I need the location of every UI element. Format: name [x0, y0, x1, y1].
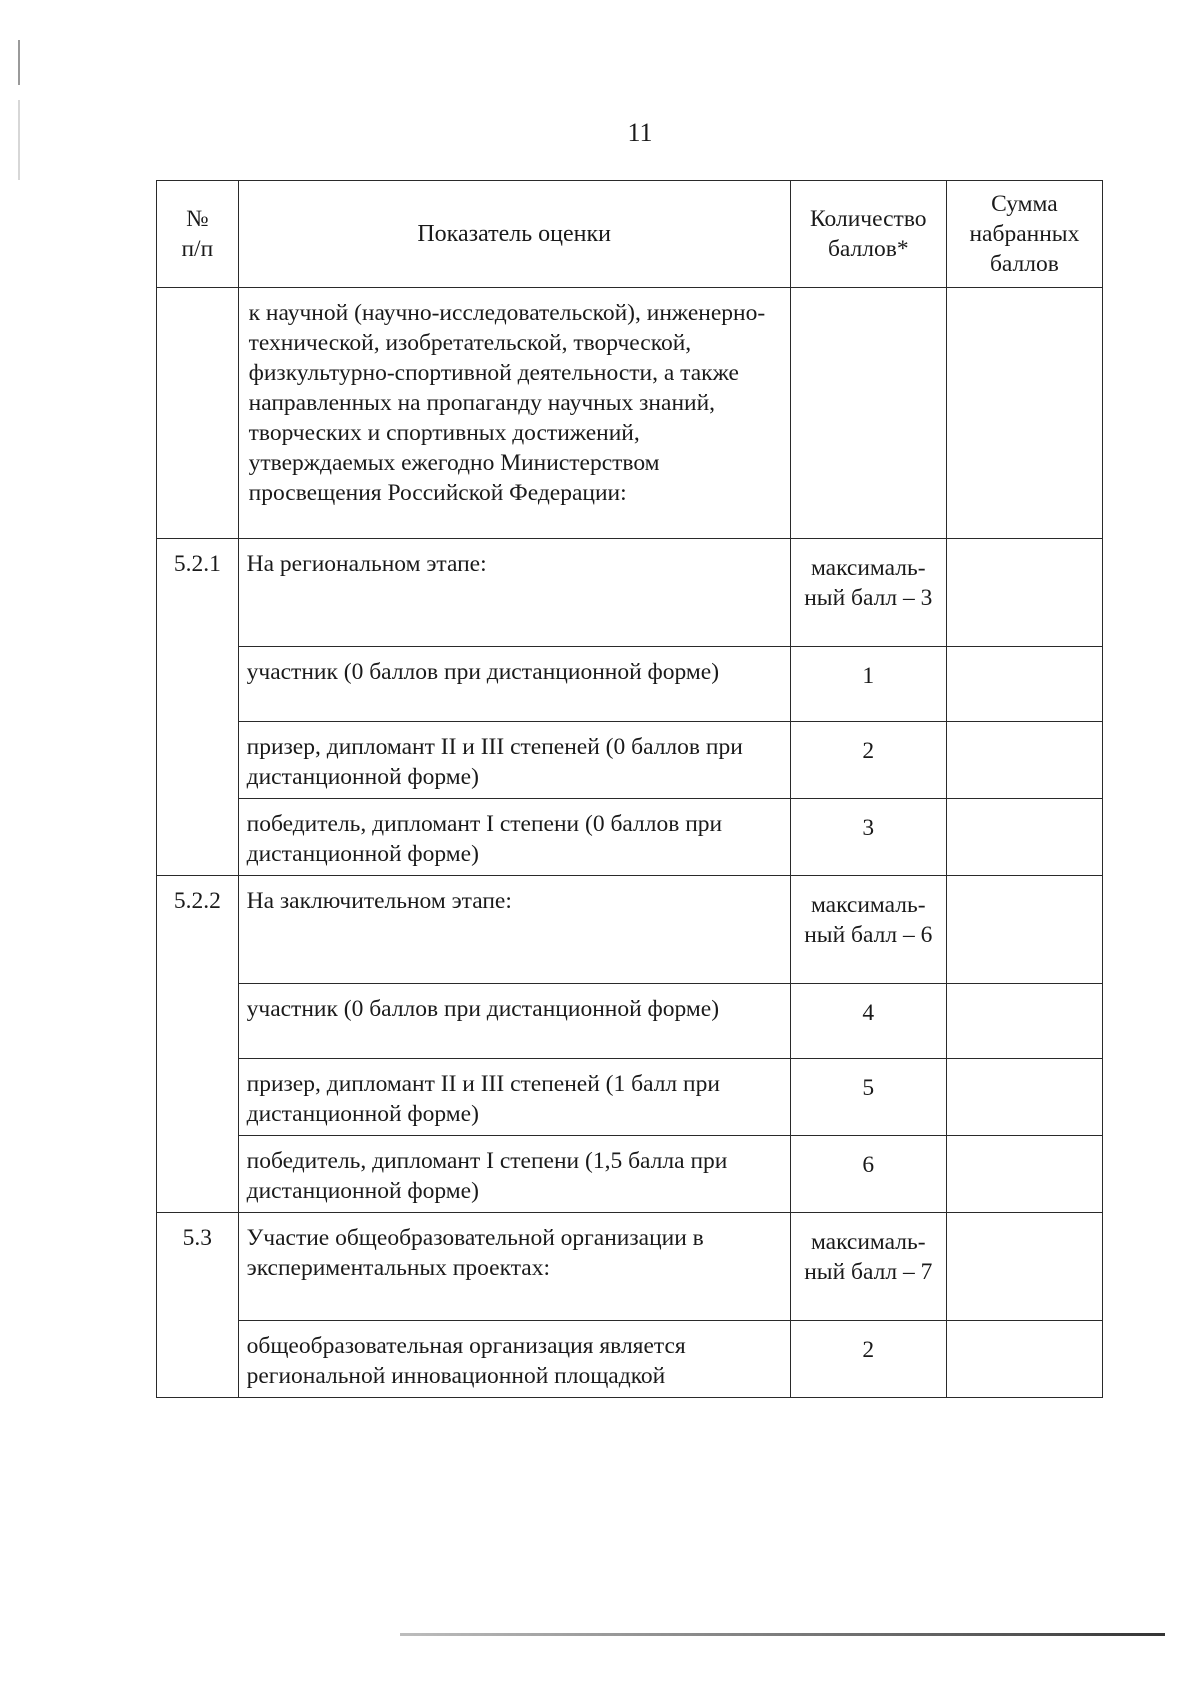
row-indicator: Участие общеобразовательной организации в экспериментальных проектах: — [238, 1213, 790, 1321]
table-row — [157, 1136, 1103, 1213]
table-row — [157, 876, 1103, 984]
row-indicator: призер, дипломант II и III степеней (1 балл при дистанционной форме) — [238, 1059, 790, 1136]
row-sum — [946, 1321, 1102, 1398]
score-table — [156, 180, 1103, 1398]
row-points — [790, 288, 946, 539]
row-indicator: На региональном этапе: — [238, 539, 790, 647]
row-num — [157, 1321, 239, 1398]
scan-bottom-line — [400, 1633, 1165, 1636]
header-sum: Сумма набранных баллов — [946, 181, 1102, 288]
row-num — [157, 984, 239, 1059]
row-indicator: победитель, дипломант I степени (0 баллов при дистанционной форме) — [238, 799, 790, 876]
table-row — [157, 799, 1103, 876]
table-row — [157, 1321, 1103, 1398]
row-sum — [946, 876, 1102, 984]
row-num — [157, 722, 239, 799]
row-indicator: общеобразовательная организация является региональной инновационной площадкой — [238, 1321, 790, 1398]
row-num: 5.3 — [157, 1213, 239, 1321]
row-indicator: призер, дипломант II и III степеней (0 баллов при дистанционной форме) — [238, 722, 790, 799]
row-sum — [946, 799, 1102, 876]
table-row — [157, 288, 1103, 539]
row-sum — [946, 1059, 1102, 1136]
row-points: 4 — [790, 984, 946, 1059]
row-num — [157, 1136, 239, 1213]
row-indicator: к научной (научно-исследовательской), инженерно-технической, изобретательской, творческой, физкультурно-спортивной деятельности, а также направленных на пропаганду научных знаний, творческих и спортивных достижений, утверждаемых ежегодно Министерством просвещения Российской Федерации: — [238, 288, 790, 539]
row-num — [157, 799, 239, 876]
page-number: 11 — [627, 118, 653, 147]
row-points: 3 — [790, 799, 946, 876]
row-points: 2 — [790, 1321, 946, 1398]
row-sum — [946, 539, 1102, 647]
row-num — [157, 288, 239, 539]
header-indicator: Показатель оценки — [238, 181, 790, 288]
table-row — [157, 1213, 1103, 1321]
row-points: 2 — [790, 722, 946, 799]
table-row — [157, 539, 1103, 647]
row-sum — [946, 1213, 1102, 1321]
row-points: максималь-ный балл – 3 — [790, 539, 946, 647]
table-row — [157, 722, 1103, 799]
row-sum — [946, 647, 1102, 722]
row-indicator: На заключительном этапе: — [238, 876, 790, 984]
table-row — [157, 984, 1103, 1059]
table-header-row — [157, 181, 1103, 288]
row-num — [157, 647, 239, 722]
row-points: 5 — [790, 1059, 946, 1136]
row-sum — [946, 1136, 1102, 1213]
row-num: 5.2.2 — [157, 876, 239, 984]
row-indicator: участник (0 баллов при дистанционной форме) — [238, 984, 790, 1059]
row-num: 5.2.1 — [157, 539, 239, 647]
row-sum — [946, 984, 1102, 1059]
row-points: максималь-ный балл – 6 — [790, 876, 946, 984]
row-num — [157, 1059, 239, 1136]
table-row — [157, 1059, 1103, 1136]
header-num: № п/п — [157, 181, 239, 288]
row-indicator: победитель, дипломант I степени (1,5 балла при дистанционной форме) — [238, 1136, 790, 1213]
row-points: 6 — [790, 1136, 946, 1213]
row-indicator: участник (0 баллов при дистанционной форме) — [238, 647, 790, 722]
margin-scan-mark — [18, 40, 20, 85]
row-points: 1 — [790, 647, 946, 722]
header-points: Количество баллов* — [790, 181, 946, 288]
row-points: максималь-ный балл – 7 — [790, 1213, 946, 1321]
row-sum — [946, 288, 1102, 539]
table-row — [157, 647, 1103, 722]
row-sum — [946, 722, 1102, 799]
